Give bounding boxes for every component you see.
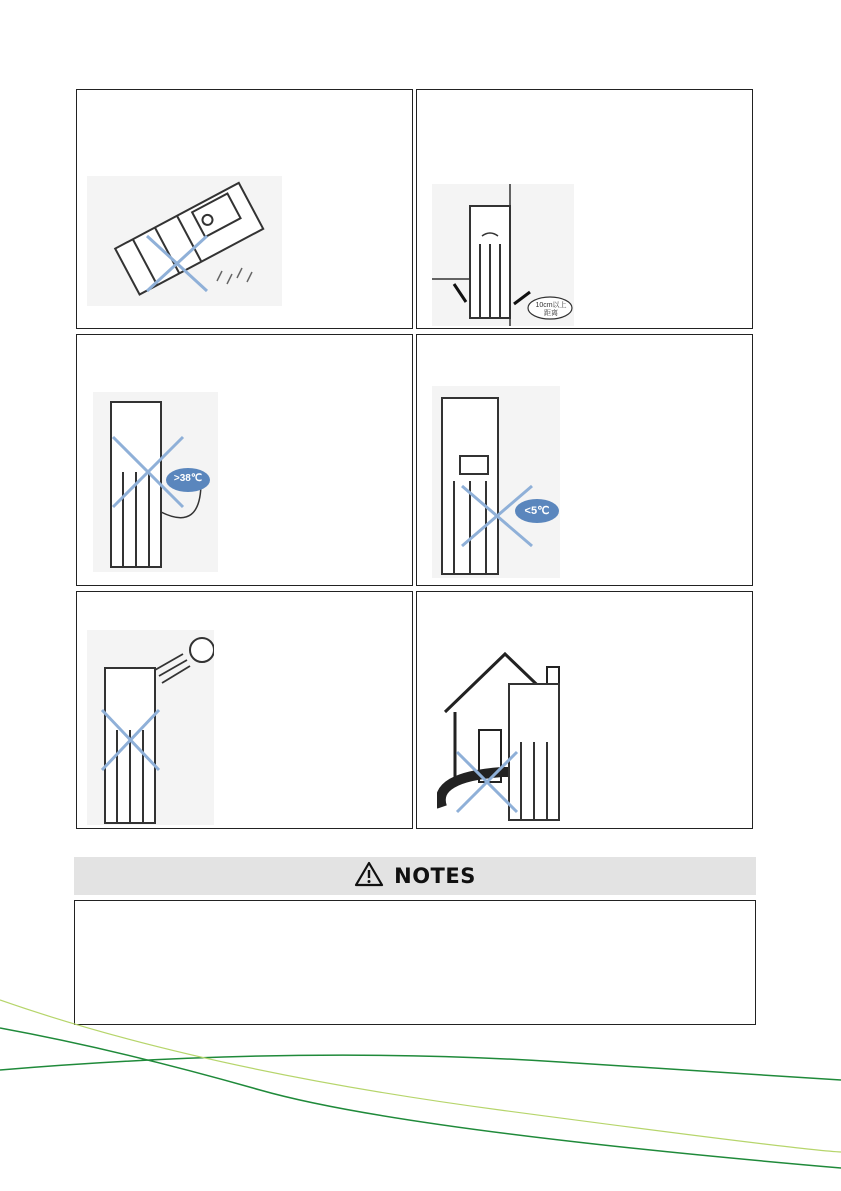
notes-title: NOTES bbox=[394, 864, 476, 888]
warning-panel-low-temp bbox=[416, 334, 753, 586]
notes-header bbox=[74, 857, 756, 895]
dispenser-clearance-from-wall-icon bbox=[432, 184, 574, 326]
warning-panel-high-temp bbox=[76, 334, 413, 586]
clearance-label: 10cm以上 距离 bbox=[535, 302, 567, 317]
warning-triangle-icon bbox=[354, 861, 384, 892]
dispenser-direct-sunlight-prohibited-icon bbox=[87, 630, 214, 825]
dispenser-low-temperature-prohibited-icon bbox=[432, 386, 560, 578]
high-temp-label: >38℃ bbox=[173, 473, 203, 484]
warning-panel-outdoor bbox=[416, 591, 753, 829]
dispenser-high-temperature-prohibited-icon bbox=[93, 392, 218, 572]
dispenser-outdoor-use-prohibited-icon bbox=[437, 632, 585, 824]
warning-panel-clearance bbox=[416, 89, 753, 329]
warning-panel-tilt bbox=[76, 89, 413, 329]
low-temp-label: <5℃ bbox=[524, 505, 550, 517]
warning-panel-sunlight bbox=[76, 591, 413, 829]
decorative-swoosh-lines bbox=[0, 990, 841, 1191]
tilted-dispenser-prohibited-icon bbox=[87, 176, 282, 306]
